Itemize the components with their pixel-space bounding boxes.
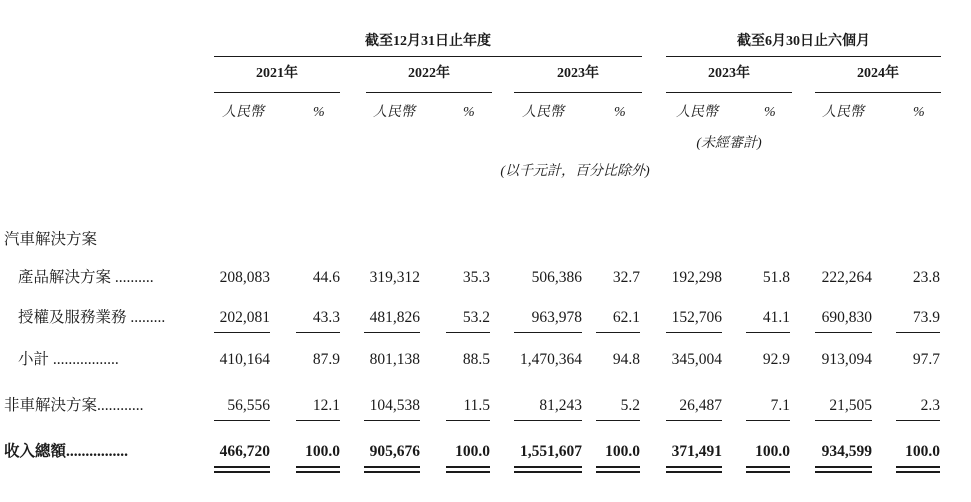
table-cell: 371,491 bbox=[671, 443, 722, 460]
table-cell: 26,487 bbox=[679, 397, 722, 414]
table-cell: 801,138 bbox=[369, 351, 420, 368]
table-cell: 1,470,364 bbox=[520, 351, 582, 368]
year-header-2022: 2022年 bbox=[408, 66, 450, 81]
table-cell: 35.3 bbox=[462, 269, 490, 286]
table-cell: 56,556 bbox=[227, 397, 270, 414]
unaudited-note: (未經審計) bbox=[696, 136, 762, 151]
row-label-licensing-services: 授權及服務業務 ......... bbox=[18, 309, 166, 326]
subtotal-rule bbox=[364, 332, 420, 333]
table-cell: 73.9 bbox=[912, 309, 940, 326]
row-label-product-solutions: 產品解決方案 .......... bbox=[18, 269, 154, 286]
total-double-rule bbox=[296, 466, 340, 473]
table-cell: 905,676 bbox=[369, 443, 420, 460]
currency-label: 人民幣 bbox=[822, 105, 864, 120]
row-label-non-automotive-solutions: 非車解決方案............ bbox=[4, 397, 144, 414]
table-cell: 23.8 bbox=[912, 269, 940, 286]
table-cell: 934,599 bbox=[821, 443, 872, 460]
percent-label: % bbox=[913, 105, 925, 120]
total-rule bbox=[666, 420, 722, 421]
total-double-rule bbox=[596, 466, 640, 473]
total-rule bbox=[896, 420, 940, 421]
table-cell: 7.1 bbox=[770, 397, 790, 414]
total-rule bbox=[596, 420, 640, 421]
year-header-2023-six-months: 2023年 bbox=[708, 66, 750, 81]
percent-label: % bbox=[614, 105, 626, 120]
table-cell: 81,243 bbox=[539, 397, 582, 414]
year-rule-2023 bbox=[514, 92, 642, 93]
table-cell: 87.9 bbox=[312, 351, 340, 368]
table-cell: 62.1 bbox=[612, 309, 640, 326]
subtotal-rule bbox=[514, 332, 582, 333]
table-cell: 222,264 bbox=[821, 269, 872, 286]
year-header-2021: 2021年 bbox=[256, 66, 298, 81]
table-cell: 100.0 bbox=[605, 443, 640, 460]
subtotal-rule bbox=[815, 332, 872, 333]
table-cell: 963,978 bbox=[531, 309, 582, 326]
table-cell: 92.9 bbox=[762, 351, 790, 368]
group-title-full-year: 截至12月31日止年度 bbox=[365, 34, 491, 49]
table-cell: 192,298 bbox=[671, 269, 722, 286]
total-double-rule bbox=[446, 466, 490, 473]
year-rule-2021 bbox=[214, 92, 340, 93]
year-header-2023: 2023年 bbox=[557, 66, 599, 81]
year-rule-2023-six-months bbox=[666, 92, 792, 93]
total-rule bbox=[364, 420, 420, 421]
currency-label: 人民幣 bbox=[676, 105, 718, 120]
table-cell: 100.0 bbox=[755, 443, 790, 460]
year-header-2024: 2024年 bbox=[857, 66, 899, 81]
table-cell: 94.8 bbox=[612, 351, 640, 368]
table-cell: 319,312 bbox=[369, 269, 420, 286]
table-cell: 2.3 bbox=[920, 397, 940, 414]
percent-label: % bbox=[463, 105, 475, 120]
table-cell: 43.3 bbox=[312, 309, 340, 326]
table-cell: 690,830 bbox=[821, 309, 872, 326]
currency-label: 人民幣 bbox=[373, 105, 415, 120]
total-double-rule bbox=[896, 466, 940, 473]
row-label-subtotal: 小計 ................. bbox=[18, 351, 119, 368]
total-double-rule bbox=[364, 466, 420, 473]
year-rule-2024 bbox=[815, 92, 941, 93]
percent-label: % bbox=[764, 105, 776, 120]
subtotal-rule bbox=[896, 332, 940, 333]
total-double-rule bbox=[746, 466, 790, 473]
table-cell: 100.0 bbox=[305, 443, 340, 460]
table-cell: 506,386 bbox=[531, 269, 582, 286]
subtotal-rule bbox=[214, 332, 270, 333]
subtotal-rule bbox=[746, 332, 790, 333]
table-cell: 104,538 bbox=[369, 397, 420, 414]
group-rule-six-months bbox=[666, 56, 941, 57]
table-cell: 51.8 bbox=[762, 269, 790, 286]
table-cell: 208,083 bbox=[219, 269, 270, 286]
total-double-rule bbox=[666, 466, 722, 473]
total-rule bbox=[214, 420, 270, 421]
currency-label: 人民幣 bbox=[222, 105, 264, 120]
table-cell: 345,004 bbox=[671, 351, 722, 368]
total-rule bbox=[815, 420, 872, 421]
subtotal-rule bbox=[596, 332, 640, 333]
table-cell: 1,551,607 bbox=[520, 443, 582, 460]
table-cell: 44.6 bbox=[312, 269, 340, 286]
table-cell: 466,720 bbox=[219, 443, 270, 460]
table-cell: 21,505 bbox=[829, 397, 872, 414]
total-double-rule bbox=[514, 466, 582, 473]
table-cell: 97.7 bbox=[912, 351, 940, 368]
subtotal-rule bbox=[446, 332, 490, 333]
table-cell: 11.5 bbox=[463, 397, 490, 414]
total-rule bbox=[514, 420, 582, 421]
total-rule bbox=[446, 420, 490, 421]
table-cell: 32.7 bbox=[612, 269, 640, 286]
table-cell: 152,706 bbox=[671, 309, 722, 326]
table-cell: 100.0 bbox=[905, 443, 940, 460]
percent-label: % bbox=[313, 105, 325, 120]
table-cell: 5.2 bbox=[620, 397, 640, 414]
row-label-automotive-solutions: 汽車解決方案 bbox=[4, 231, 98, 248]
total-double-rule bbox=[815, 466, 872, 473]
total-double-rule bbox=[214, 466, 270, 473]
row-label-total-revenue: 收入總額................ bbox=[4, 443, 129, 460]
table-cell: 410,164 bbox=[219, 351, 270, 368]
total-rule bbox=[746, 420, 790, 421]
group-title-six-months: 截至6月30日止六個月 bbox=[737, 34, 870, 49]
subtotal-rule bbox=[296, 332, 340, 333]
group-rule-full-year bbox=[214, 56, 642, 57]
table-cell: 100.0 bbox=[455, 443, 490, 460]
table-cell: 88.5 bbox=[462, 351, 490, 368]
table-cell: 913,094 bbox=[821, 351, 872, 368]
year-rule-2022 bbox=[366, 92, 492, 93]
table-cell: 202,081 bbox=[219, 309, 270, 326]
total-rule bbox=[296, 420, 340, 421]
table-cell: 41.1 bbox=[762, 309, 790, 326]
currency-label: 人民幣 bbox=[522, 105, 564, 120]
units-note: (以千元計，百分比除外) bbox=[500, 164, 650, 179]
subtotal-rule bbox=[666, 332, 722, 333]
table-cell: 481,826 bbox=[369, 309, 420, 326]
table-cell: 53.2 bbox=[462, 309, 490, 326]
table-cell: 12.1 bbox=[312, 397, 340, 414]
